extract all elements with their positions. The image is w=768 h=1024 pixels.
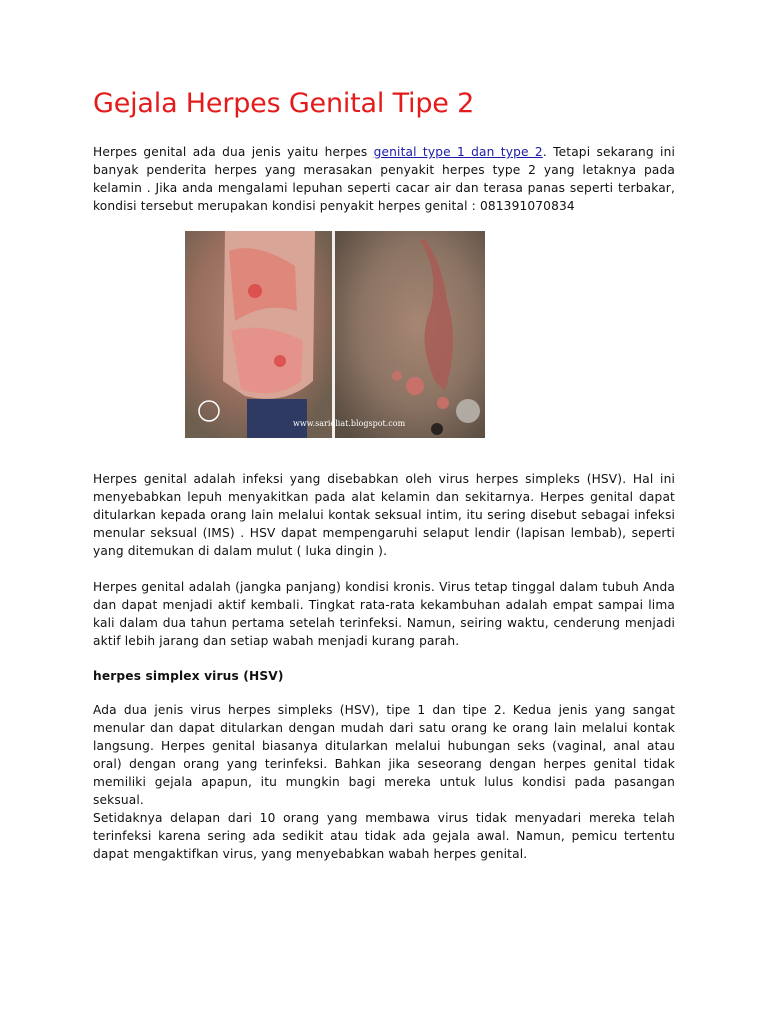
paragraph-unaware: Setidaknya delapan dari 10 orang yang membawa virus tidak menyadari mereka telah terinfeksi karena sering ada sedikit atau tidak ada gejala awal. Namun, pemicu tertentu dapat mengaktifkan virus, yang menyebabkan wabah herpes genital.	[93, 811, 675, 861]
paragraph-hsv-types: Ada dua jenis virus herpes simpleks (HSV), tipe 1 dan tipe 2. Kedua jenis yang sangat menular dan dapat ditularkan dengan mudah dari satu orang ke orang lain melalui kontak langsung. Herpes genital biasanya ditularkan melalui hubungan seks (vaginal, anal atau oral) dengan orang yang terinfeksi. Bahkan jika seseorang dengan herpes genital tidak memiliki gejala apapun, itu mungkin bagi mereka untuk lulus kondisi pada pasangan seksual.	[93, 703, 675, 807]
clinical-photo	[185, 231, 485, 438]
page-title: Gejala Herpes Genital Tipe 2	[93, 88, 475, 119]
paragraph-chronic: Herpes genital adalah (jangka panjang) kondisi kronis. Virus tetap tinggal dalam tubuh Anda dan dapat menjadi aktif kembali. Tingkat rata-rata kekambuhan adalah empat sampai lima kali dalam dua tahun pertama setelah terinfeksi. Namun, seiring waktu, cenderung menjadi aktif lebih jarang dan setiap wabah menjadi kurang parah.	[93, 580, 675, 648]
intro-text-before: Herpes genital ada dua jenis yaitu herpes	[93, 145, 374, 159]
paragraph-definition: Herpes genital adalah infeksi yang disebabkan oleh virus herpes simpleks (HSV). Hal ini menyebabkan lepuh menyakitkan pada alat kelamin dan sekitarnya. Herpes genital dapat ditularkan kepada orang lain melalui kontak seksual intim, itu sering disebut sebagai infeksi menular seksual (IMS) . HSV dapat mempengaruhi selaput lendir (lapisan lembab), seperti yang ditemukan di dalam mulut ( luka dingin ).	[93, 472, 675, 558]
photo-watermark: www.sarioliat.blogspot.com	[293, 419, 406, 428]
clinical-photo-image	[185, 231, 485, 438]
genital-type-link[interactable]: genital type 1 dan type 2	[373, 145, 543, 159]
section-heading-hsv: herpes simplex virus (HSV)	[93, 669, 284, 683]
intro-text-after: . Tetapi sekarang ini banyak penderita herpes yang merasakan penyakit herpes type 2 yang letaknya pada kelamin . Jika anda mengalami lepuhan seperti cacar air dan terasa panas seperti terbakar, kondisi tersebut merupakan kondisi penyakit herpes genital : 081391070834	[93, 145, 675, 213]
intro-paragraph	[93, 143, 675, 215]
